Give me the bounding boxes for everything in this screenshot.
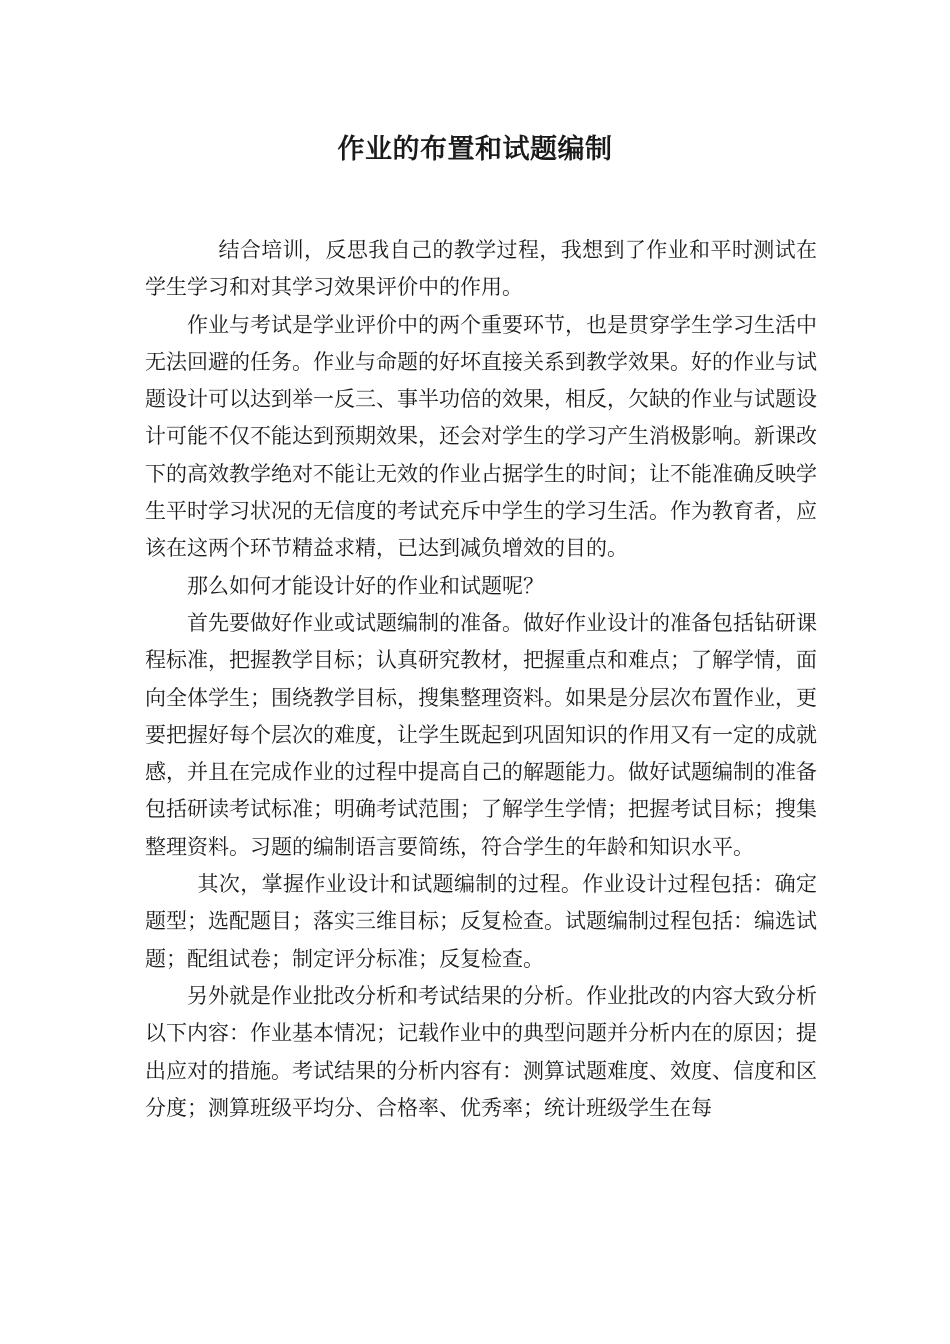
paragraph-question: 那么如何才能设计好的作业和试题呢？ xyxy=(187,573,544,598)
paragraph-importance: 作业与考试是学业评价中的两个重要环节，也是贯穿学生学习生活中无法回避的任务。作业与命题的好坏直接关系到教学效果。好的作业与试题设计可以达到举一反三、事半功倍的效果，相反，欠缺的作业与试题设计可能不仅不能达到预期效果，还会对学生的学习产生消极影响。新课改下的高效教学绝对不能让无效的作业占据学生的时间；让不能准确反映学生平时学习状况的无信度的考试充斥中学生的学习生活。作为教育者，应该在这两个环节精益求精，已达到减负增效的目的。 xyxy=(145,312,817,561)
paragraph-process: 其次，掌握作业设计和试题编制的过程。作业设计过程包括：确定题型；选配题目；落实三维目标；反复检查。试题编制过程包括：编选试题；配组试卷；制定评分标准；反复检查。 xyxy=(145,872,817,971)
document-body xyxy=(145,232,817,1127)
document-title: 作业的布置和试题编制 xyxy=(337,134,613,165)
paragraph-preparation: 首先要做好作业或试题编制的准备。做好作业设计的准备包括钻研课程标准，把握教学目标；认真研究教材，把握重点和难点；了解学情，面向全体学生；围绕教学目标，搜集整理资料。如果是分层次布置作业，更要把握好每个层次的难度，让学生既起到巩固知识的作用又有一定的成就感，并且在完成作业的过程中提高自己的解题能力。做好试题编制的准备包括研读考试标准；明确考试范围；了解学生学情；把握考试目标；搜集整理资料。习题的编制语言要简练，符合学生的年龄和知识水平。 xyxy=(145,610,817,859)
paragraph-intro: 结合培训，反思我自己的教学过程，我想到了作业和平时测试在学生学习和对其学习效果评价中的作用。 xyxy=(145,238,817,300)
paragraph-analysis: 另外就是作业批改分析和考试结果的分析。作业批改的内容大致分析以下内容：作业基本情况；记载作业中的典型问题并分析内在的原因；提出应对的措施。考试结果的分析内容有：测算试题难度、效度、信度和区分度；测算班级平均分、合格率、优秀率；统计班级学生在每 xyxy=(145,983,817,1120)
